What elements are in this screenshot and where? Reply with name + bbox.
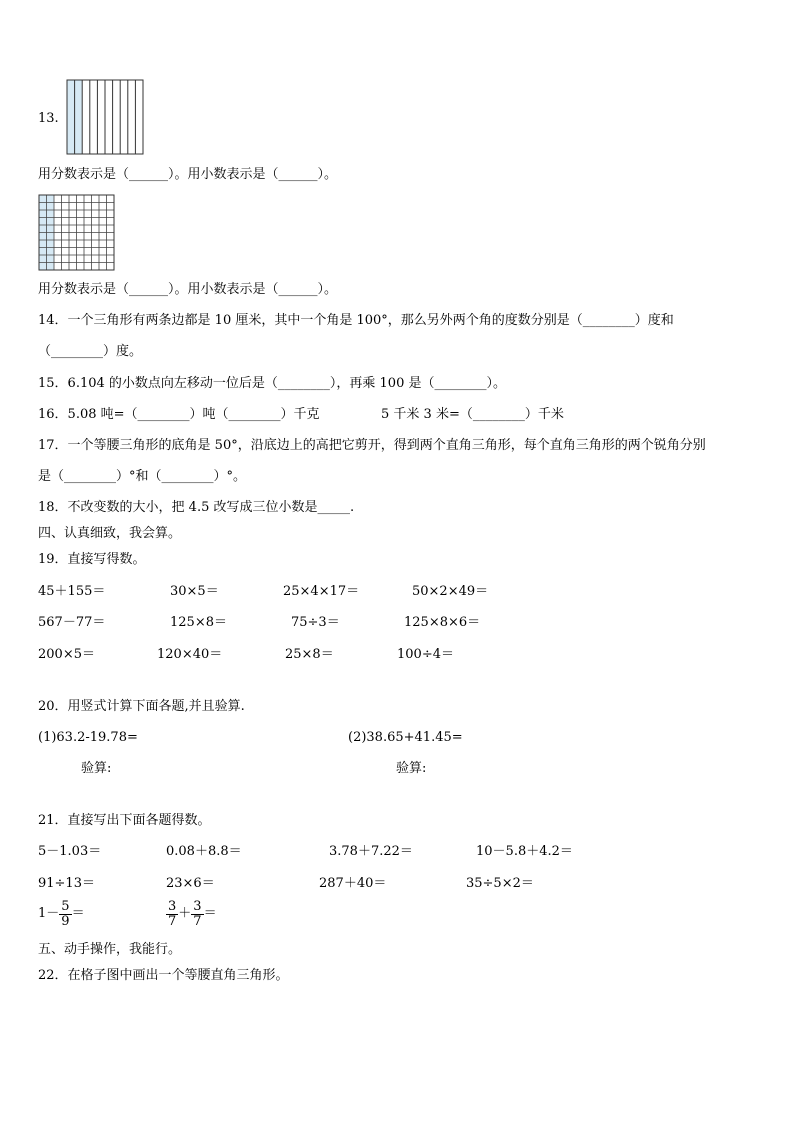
expr-equals: ＝	[203, 906, 217, 921]
calc-item: 35÷5×2＝	[466, 876, 534, 891]
calc-item: 25×8＝	[285, 647, 334, 662]
calc-item: 50×2×49＝	[412, 584, 489, 599]
fraction-numerator: 3	[168, 898, 177, 914]
question-16-part1: 16．5.08 吨=（________）吨（________）千克	[38, 407, 320, 422]
shaded-strip	[67, 80, 75, 154]
check-label: 验算:	[396, 761, 427, 776]
check-label: 验算:	[81, 761, 112, 776]
calc-item: 120×40＝	[157, 647, 223, 662]
fraction-expression-2	[166, 899, 217, 930]
question-13-number: 13.	[38, 111, 59, 126]
calc-item: 23×6＝	[166, 876, 215, 891]
calc-item: 75÷3＝	[291, 615, 340, 630]
section-4-title: 四、认真细致，我会算。	[38, 526, 182, 541]
calc-item: 30×5＝	[170, 584, 219, 599]
question-13-line2: 用分数表示是（______）。用小数表示是（______）。	[38, 282, 338, 297]
question-16-part2: 5 千米 3 米=（________）千米	[381, 407, 564, 422]
question-15: 15．6.104 的小数点向左移动一位后是（________），再乘 100 是（________）。	[38, 376, 506, 391]
question-18: 18．不改变数的大小，把 4.5 改写成三位小数是_____.	[38, 500, 355, 515]
fraction-denominator: 7	[168, 913, 177, 929]
question-21-title: 21．直接写出下面各题得数。	[38, 813, 211, 828]
expr-lead: 1－	[38, 906, 60, 921]
calc-item: 25×4×17＝	[283, 584, 360, 599]
question-22: 22．在格子图中画出一个等腰直角三角形。	[38, 968, 289, 983]
fraction-denominator: 9	[61, 913, 70, 929]
expr-plus: ＋	[178, 906, 192, 921]
bar-fraction-figure	[66, 79, 144, 155]
calc-item: 91÷13＝	[38, 876, 95, 891]
calc-item: 3.78＋7.22＝	[329, 844, 413, 859]
question-19-title: 19．直接写得数。	[38, 552, 146, 567]
calc-item: 125×8＝	[170, 615, 227, 630]
shaded-strip	[75, 80, 83, 154]
question-20-title: 20．用竖式计算下面各题,并且验算.	[38, 699, 245, 714]
question-17-line2: 是（________）°和（________）°。	[38, 469, 247, 484]
calc-item: 0.08＋8.8＝	[166, 844, 242, 859]
calc-item: 100÷4＝	[397, 647, 454, 662]
fraction-numerator: 3	[193, 898, 202, 914]
fraction	[191, 900, 203, 929]
fraction-expression-1	[38, 899, 85, 930]
question-17-line1: 17．一个等腰三角形的底角是 50°，沿底边上的高把它剪开，得到两个直角三角形，每个直角三角形的两个锐角分别	[38, 438, 706, 453]
calc-item: 200×5＝	[38, 647, 95, 662]
question-20-part1: (1)63.2-19.78=	[38, 730, 138, 745]
question-14-line2: （________）度。	[38, 344, 143, 359]
fraction	[59, 900, 71, 929]
fraction	[166, 900, 178, 929]
grid-fraction-figure	[38, 194, 115, 271]
question-14-line1: 14．一个三角形有两条边都是 10 厘米，其中一个角是 100°，那么另外两个角的度数分别是（________）度和	[38, 313, 674, 328]
calc-item: 5－1.03＝	[38, 844, 102, 859]
fraction-numerator: 5	[61, 898, 70, 914]
question-13-line1: 用分数表示是（______）。用小数表示是（______）。	[38, 167, 338, 182]
calc-item: 10－5.8＋4.2＝	[476, 844, 573, 859]
expr-equals: ＝	[71, 906, 85, 921]
calc-item: 567－77＝	[38, 615, 106, 630]
calc-item: 125×8×6＝	[404, 615, 481, 630]
question-20-part2: (2)38.65+41.45=	[348, 730, 463, 745]
calc-item: 287＋40＝	[319, 876, 387, 891]
fraction-denominator: 7	[193, 913, 202, 929]
section-5-title: 五、动手操作，我能行。	[38, 942, 182, 957]
calc-item: 45＋155＝	[38, 584, 106, 599]
